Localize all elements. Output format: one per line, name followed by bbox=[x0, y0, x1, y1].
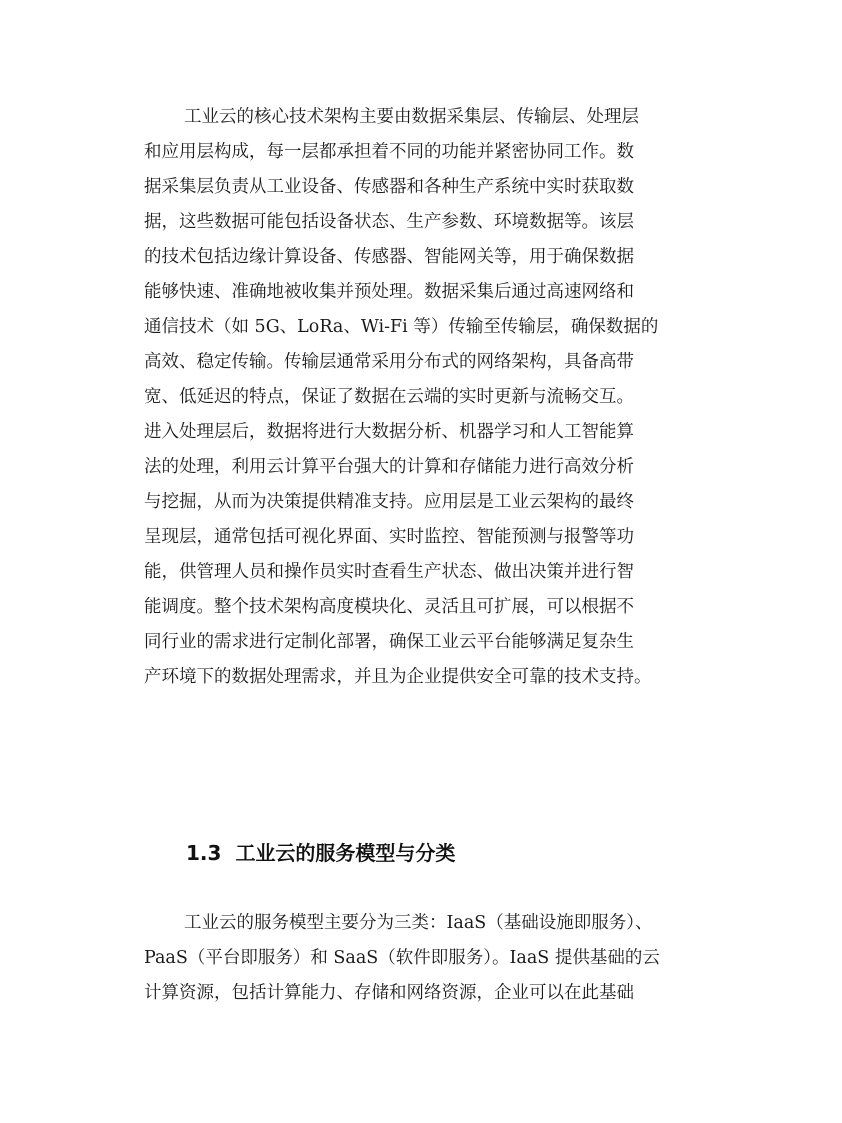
body-paragraph-architecture bbox=[144, 100, 704, 695]
body-paragraph-service-models bbox=[144, 906, 704, 1011]
paragraph-line: 与挖掘，从而为决策提供精准支持。应用层是工业云架构的最终 bbox=[144, 492, 634, 512]
paragraph-line: 同行业的需求进行定制化部署，确保工业云平台能够满足复杂生 bbox=[144, 632, 634, 652]
paragraph-line: 产环境下的数据处理需求，并且为企业提供安全可靠的技术支持。 bbox=[144, 667, 652, 687]
paragraph-line: 据，这些数据可能包括设备状态、生产参数、环境数据等。该层 bbox=[144, 212, 634, 232]
paragraph-line: 的技术包括边缘计算设备、传感器、智能网关等，用于确保数据 bbox=[144, 247, 634, 267]
paragraph-line: 进入处理层后，数据将进行大数据分析、机器学习和人工智能算 bbox=[144, 422, 634, 442]
paragraph-line: 宽、低延迟的特点，保证了数据在云端的实时更新与流畅交互。 bbox=[144, 387, 634, 407]
paragraph-line: 工业云的核心技术架构主要由数据采集层、传输层、处理层 bbox=[184, 107, 639, 127]
paragraph-line: 能，供管理人员和操作员实时查看生产状态、做出决策并进行智 bbox=[144, 562, 634, 582]
paragraph-line: 计算资源，包括计算能力、存储和网络资源，企业可以在此基础 bbox=[144, 983, 634, 1003]
paragraph-line: PaaS（平台即服务）和 SaaS（软件即服务）。IaaS 提供基础的云 bbox=[144, 948, 660, 968]
paragraph-line: 通信技术（如 5G、LoRa、Wi-Fi 等）传输至传输层，确保数据的 bbox=[144, 317, 659, 337]
paragraph-line: 呈现层，通常包括可视化界面、实时监控、智能预测与报警等功 bbox=[144, 527, 634, 547]
paragraph-line: 工业云的服务模型主要分为三类：IaaS（基础设施即服务）、 bbox=[184, 913, 653, 933]
section-number: 1.3 bbox=[186, 841, 222, 865]
section-heading bbox=[186, 838, 455, 868]
section-title: 工业云的服务模型与分类 bbox=[235, 841, 456, 865]
paragraph-line: 高效、稳定传输。传输层通常采用分布式的网络架构，具备高带 bbox=[144, 352, 634, 372]
paragraph-line: 能调度。整个技术架构高度模块化、灵活且可扩展，可以根据不 bbox=[144, 597, 634, 617]
paragraph-line: 法的处理，利用云计算平台强大的计算和存储能力进行高效分析 bbox=[144, 457, 634, 477]
paragraph-line: 据采集层负责从工业设备、传感器和各种生产系统中实时获取数 bbox=[144, 177, 634, 197]
paragraph-line: 和应用层构成，每一层都承担着不同的功能并紧密协同工作。数 bbox=[144, 142, 634, 162]
paragraph-line: 能够快速、准确地被收集并预处理。数据采集后通过高速网络和 bbox=[144, 282, 634, 302]
